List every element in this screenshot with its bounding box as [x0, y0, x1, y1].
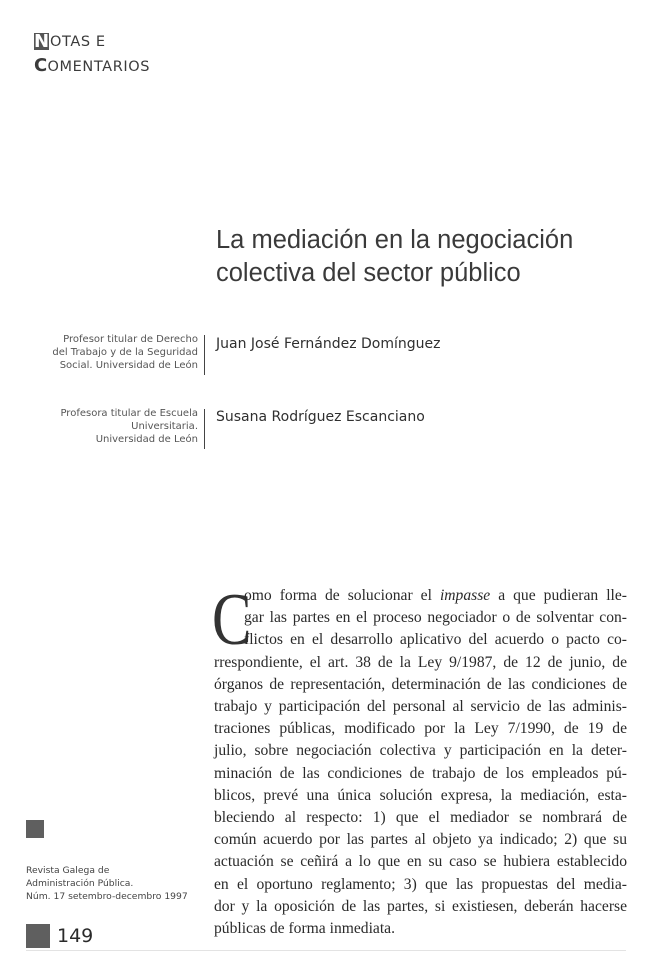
affiliation-line: Profesora titular de Escuela [60, 408, 198, 419]
journal-reference [26, 864, 188, 903]
author-2-divider [204, 409, 205, 449]
body-paragraph [212, 579, 627, 940]
body-line: dor y la oposición de las partes, si existiesen, deberán hacerse [214, 897, 627, 915]
page-number: 149 [57, 925, 94, 947]
author-1-name: Juan José Fernández Domínguez [216, 336, 441, 352]
author-2-name: Susana Rodríguez Escanciano [216, 409, 425, 425]
body-line: común acuerdo por las partes al objeto ya indicado; 2) que su [214, 831, 627, 849]
body-line: actuación se ceñirá a lo que en su caso se hubiera establecido [214, 853, 627, 871]
body-line: públicas de forma inmediata. [214, 920, 395, 938]
body-line-end: a que pudieran lle- [490, 587, 627, 604]
bottom-rule [26, 950, 626, 951]
article-title-line-2: colectiva del sector público [216, 259, 521, 287]
author-2-affiliation [32, 407, 198, 446]
body-line: gar las partes en el proceso negociador o de solventar con- [244, 609, 627, 627]
section-header-rest-2: OMENTARIOS [47, 59, 151, 75]
affiliation-line: del Trabajo y de la Seguridad [52, 347, 198, 358]
decorative-square [26, 820, 44, 838]
body-line: órganos de representación, determinación de las condiciones de [214, 675, 627, 693]
page-number-square [26, 924, 50, 948]
section-header-line-1 [34, 30, 150, 54]
body-line: rrespondiente, el art. 38 de la Ley 9/1987, de 12 de junio, de [214, 653, 627, 671]
body-line: traciones públicas, modificado por la Ley 7/1990, de 19 de [214, 720, 627, 738]
body-line [214, 585, 627, 607]
body-line-start: omo forma de solucionar el [244, 587, 440, 604]
affiliation-line: Universitaria. [131, 421, 198, 432]
affiliation-line: Profesor titular de Derecho [63, 334, 198, 345]
affiliation-line: Social. Universidad de León [59, 360, 198, 371]
body-line: en el oportuno reglamento; 3) que las propuestas del media- [214, 875, 627, 893]
body-line: julio, sobre negociación colectiva y participación en la deter- [214, 742, 627, 760]
section-initial-2: C [34, 55, 48, 76]
section-header [34, 30, 150, 79]
affiliation-line: Universidad de León [95, 434, 198, 445]
section-header-line-2 [34, 54, 150, 79]
drop-cap: C [212, 579, 252, 661]
section-header-rest-1: OTAS E [50, 34, 106, 50]
journal-line: Núm. 17 setembro-decembro 1997 [26, 891, 188, 902]
article-title-line-1: La mediación en la negociación [216, 226, 574, 254]
italic-term: impasse [439, 587, 491, 604]
article-title [216, 224, 636, 290]
journal-line: Revista Galega de [26, 865, 110, 876]
author-1-divider [204, 335, 205, 375]
body-line: blicos, prevé una única solución expresa, la mediación, esta- [214, 786, 627, 804]
section-initial-boxed: N [34, 31, 50, 52]
body-line: bleciendo al respecto: 1) que el mediador se nombrará de [214, 809, 627, 827]
author-1-affiliation [32, 333, 198, 372]
journal-line: Administración Pública. [26, 878, 134, 889]
body-line: trabajo y participación del personal al servicio de las adminis- [214, 698, 627, 716]
body-line: minación de las condiciones de trabajo de los empleados pú- [214, 764, 627, 782]
body-line: flictos en el desarrollo aplicativo del acuerdo o pacto co- [244, 631, 627, 649]
